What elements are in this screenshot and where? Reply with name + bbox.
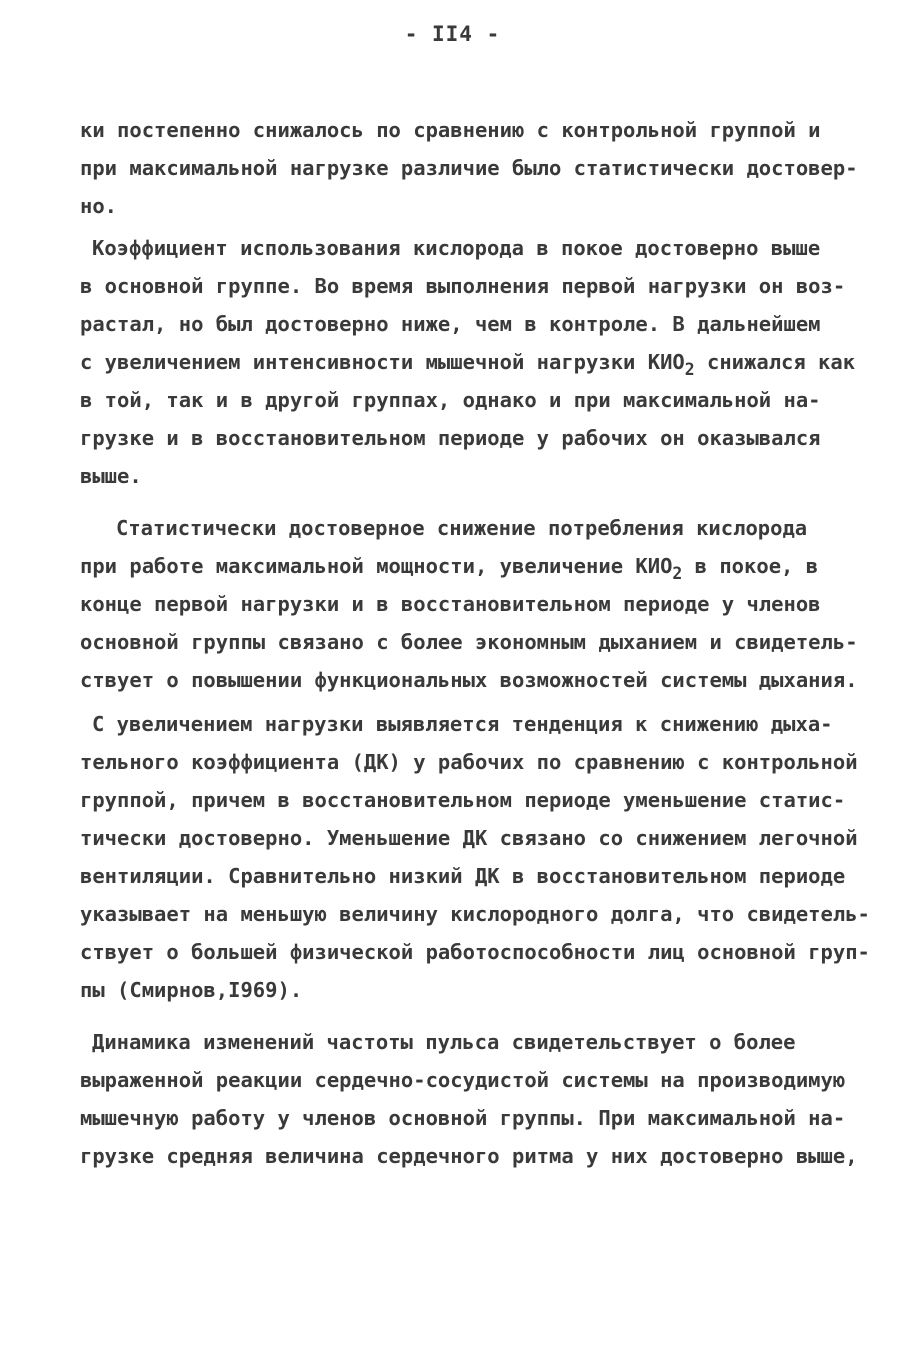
text-line: тически достоверно. Уменьшение ДК связано со снижением легочной [80, 826, 858, 850]
text-line: грузке и в восстановительном периоде у рабочих он оказывался [80, 426, 821, 450]
text-line [80, 547, 818, 587]
text-line: выше. [80, 464, 142, 488]
text-line: в той, так и в другой группах, однако и при максимальной на- [80, 388, 821, 412]
subscript: 2 [684, 359, 695, 379]
text-segment: снижался как [694, 350, 856, 374]
text-line: при максимальной нагрузке различие было статистически достовер- [80, 156, 858, 180]
text-line: ствует о большей физической работоспособности лиц основной груп- [80, 940, 870, 964]
page-number: - II4 - [404, 22, 501, 46]
text-line: группой, причем в восстановительном периоде уменьшение статис- [80, 788, 846, 812]
text-line: Коэффициент использования кислорода в покое достоверно выше [92, 236, 821, 260]
text-line: конце первой нагрузки и в восстановительном периоде у членов [80, 592, 821, 616]
text-line: Статистически достоверное снижение потребления кислорода [116, 516, 808, 540]
text-line: растал, но был достоверно ниже, чем в контроле. В дальнейшем [80, 312, 821, 336]
text-line: основной группы связано с более экономным дыханием и свидетель- [80, 630, 858, 654]
text-line: Динамика изменений частоты пульса свидетельствует о более [92, 1030, 796, 1054]
text-segment: в покое, в [682, 554, 819, 578]
text-line: С увеличением нагрузки выявляется тенденция к снижению дыха- [92, 712, 833, 736]
text-line: ствует о повышении функциональных возможностей системы дыхания. [80, 668, 858, 692]
text-line: вентиляции. Сравнительно низкий ДК в восстановительном периоде [80, 864, 846, 888]
text-line: ки постепенно снижалось по сравнению с контрольной группой и [80, 118, 821, 142]
text-line: грузке средняя величина сердечного ритма у них достоверно выше, [80, 1144, 858, 1168]
subscript: 2 [672, 563, 683, 583]
text-line: пы (Смирнов,I969). [80, 978, 303, 1002]
text-line: в основной группе. Во время выполнения первой нагрузки он воз- [80, 274, 846, 298]
text-line [80, 343, 855, 383]
text-line: мышечную работу у членов основной группы. При максимальной на- [80, 1106, 846, 1130]
text-segment: при работе максимальной мощности, увеличение КИО [80, 554, 673, 578]
text-line: указывает на меньшую величину кислородного долга, что свидетель- [80, 902, 870, 926]
text-line: но. [80, 194, 118, 218]
text-segment: с увеличением интенсивности мышечной нагрузки КИО [80, 350, 685, 374]
text-line: выраженной реакции сердечно-сосудистой системы на производимую [80, 1068, 846, 1092]
text-line: тельного коэффициента (ДК) у рабочих по сравнению с контрольной [80, 750, 858, 774]
